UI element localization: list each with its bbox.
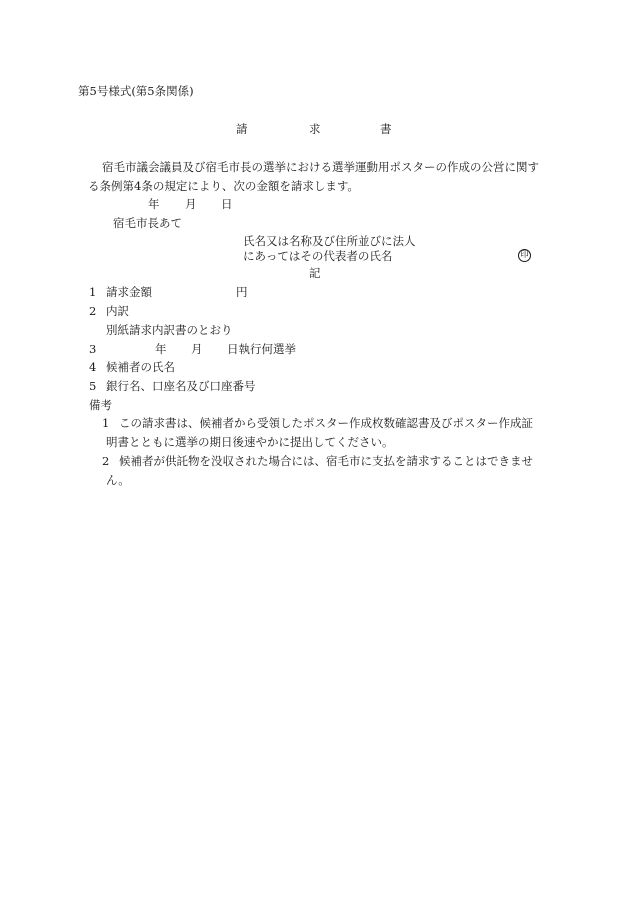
item-3-year: 年 <box>155 342 167 356</box>
item-1-number: 1 <box>89 285 97 299</box>
addressee: 宿毛市長あて <box>113 216 182 230</box>
item-3-rest: 日執行何選挙 <box>227 342 296 356</box>
date-day: 日 <box>221 197 233 211</box>
item-3-month: 月 <box>191 342 203 356</box>
remark-2-number: 2 <box>102 454 110 468</box>
remark-2-line-2: ん。 <box>106 473 130 487</box>
signer-line-1: 氏名又は名称及び住所並びに法人 <box>243 234 416 248</box>
remark-1-line-2: 明書とともに選挙の期日後速やかに提出してください。 <box>106 435 394 449</box>
intro-line-2: る条例第4条の規定により、次の金額を請求します。 <box>88 179 359 193</box>
item-5-label: 銀行名、口座名及び口座番号 <box>106 379 256 393</box>
seal-icon: 印 <box>518 249 531 262</box>
title-char-2: 求 <box>309 122 321 136</box>
item-3-number: 3 <box>89 342 97 356</box>
remark-1-number: 1 <box>102 416 110 430</box>
item-2-number: 2 <box>89 304 97 318</box>
remarks-heading: 備考 <box>89 398 112 412</box>
title-char-1: 請 <box>236 122 248 136</box>
title-char-3: 書 <box>380 122 392 136</box>
remark-2-line-1: 候補者が供託物を没収された場合には、宿毛市に支払を請求することはできませ <box>119 454 533 468</box>
item-5-number: 5 <box>89 379 97 393</box>
item-2-detail: 別紙請求内訳書のとおり <box>106 323 233 337</box>
form-label: 第5号様式(第5条関係) <box>78 84 194 98</box>
date-month: 月 <box>185 197 197 211</box>
item-4-number: 4 <box>89 360 97 374</box>
signer-line-2: にあってはその代表者の氏名 <box>243 249 393 263</box>
item-1-unit: 円 <box>236 285 248 299</box>
item-1-label: 請求金額 <box>106 285 152 299</box>
remark-1-line-1: この請求書は、候補者から受領したポスター作成枚数確認書及びポスター作成証 <box>119 416 533 430</box>
intro-line-1: 宿毛市議会議員及び宿毛市長の選挙における選挙運動用ポスターの作成の公営に関す <box>102 160 539 174</box>
item-2-label: 内訳 <box>106 304 129 318</box>
ki-heading: 記 <box>309 266 321 280</box>
item-4-label: 候補者の氏名 <box>106 360 175 374</box>
date-year: 年 <box>148 197 160 211</box>
